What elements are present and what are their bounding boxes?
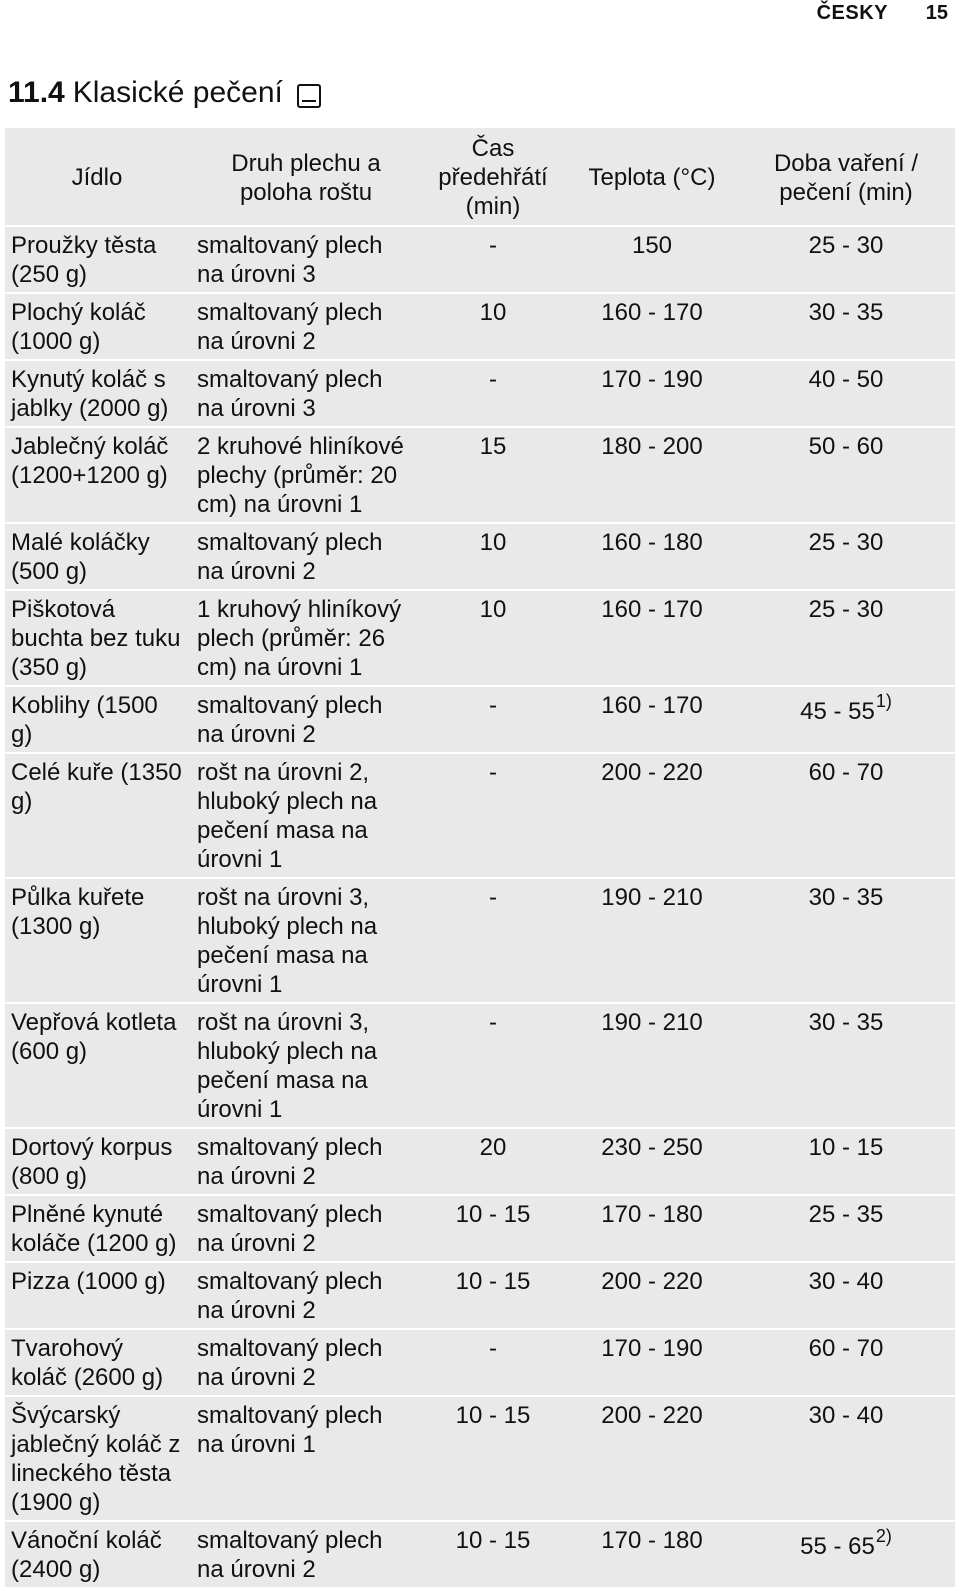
cell-time xyxy=(737,226,955,293)
cell-tray: smaltovaný plech na úrovni 2 xyxy=(197,299,383,355)
cell-food: Tvarohový koláč (2600 g) xyxy=(11,1335,164,1391)
time-value: 30 - 35 xyxy=(808,299,884,326)
cell-temperature: 160 - 170 xyxy=(601,596,703,623)
cell-time xyxy=(737,1128,955,1195)
cell-time xyxy=(737,1262,955,1329)
cell-tray: smaltovaný plech na úrovni 2 xyxy=(197,1527,383,1583)
cell-food: Pizza (1000 g) xyxy=(11,1268,166,1295)
time-value: 60 - 70 xyxy=(808,759,884,786)
cell-tray: rošt na úrovni 3, hluboký plech na pečení masa na úrovni 1 xyxy=(197,1009,378,1123)
table-row xyxy=(5,686,955,753)
cell-preheat: - xyxy=(489,232,497,259)
cell-time xyxy=(737,427,955,523)
cell-preheat: 10 xyxy=(479,299,507,326)
cell-temperature: 170 - 190 xyxy=(601,1335,703,1362)
cell-temperature: 230 - 250 xyxy=(601,1134,703,1161)
cell-food: Půlka kuřete (1300 g) xyxy=(11,884,145,940)
table-row xyxy=(5,1003,955,1128)
time-value: 30 - 35 xyxy=(808,1009,884,1036)
cell-tray: smaltovaný plech na úrovni 2 xyxy=(197,1134,383,1190)
cell-preheat: 10 - 15 xyxy=(455,1201,531,1228)
cell-preheat: 20 xyxy=(479,1134,507,1161)
table-row xyxy=(5,427,955,523)
cell-preheat: 10 xyxy=(479,529,507,556)
cell-temperature: 190 - 210 xyxy=(601,1009,703,1036)
table-row xyxy=(5,293,955,360)
cell-temperature: 170 - 190 xyxy=(601,366,703,393)
oven-top-bottom-heat-icon xyxy=(297,84,321,108)
cell-time xyxy=(737,1195,955,1262)
cell-preheat: 15 xyxy=(479,433,507,460)
table-header-row xyxy=(5,128,955,226)
cell-temperature: 180 - 200 xyxy=(601,433,703,460)
cell-food: Piškotová buchta bez tuku (350 g) xyxy=(11,596,181,681)
time-value: 25 - 30 xyxy=(808,232,884,259)
cell-preheat: - xyxy=(489,759,497,786)
time-value: 25 - 30 xyxy=(808,596,884,623)
cell-temperature: 160 - 180 xyxy=(601,529,703,556)
cell-time xyxy=(737,523,955,590)
cell-tray: 1 kruhový hliníkový plech (průměr: 26 cm) na úrovni 1 xyxy=(197,596,402,681)
cell-preheat: 10 - 15 xyxy=(455,1268,531,1295)
header-language: ČESKY xyxy=(816,2,888,24)
table-row xyxy=(5,590,955,686)
table-row xyxy=(5,1329,955,1396)
cell-temperature: 150 xyxy=(631,232,673,259)
cell-tray: smaltovaný plech na úrovni 2 xyxy=(197,692,383,748)
time-value: 45 - 55 xyxy=(800,698,875,725)
cell-preheat: - xyxy=(489,366,497,393)
cell-tray: smaltovaný plech na úrovni 3 xyxy=(197,366,383,422)
cell-temperature: 170 - 180 xyxy=(601,1201,703,1228)
time-value: 10 - 15 xyxy=(808,1134,884,1161)
cell-preheat: - xyxy=(489,1335,497,1362)
cell-tray: smaltovaný plech na úrovni 3 xyxy=(197,232,383,288)
cell-time xyxy=(737,1521,955,1587)
time-value: 25 - 35 xyxy=(808,1201,884,1228)
cell-food: Malé koláčky (500 g) xyxy=(11,529,150,585)
section-title-text: Klasické pečení xyxy=(72,76,283,109)
time-value: 55 - 65 xyxy=(800,1533,875,1560)
column-header-temperature: Teplota (°C) xyxy=(588,164,716,191)
cell-tray: 2 kruhové hliníkové plechy (průměr: 20 cm) na úrovni 1 xyxy=(197,433,404,518)
cell-preheat: 10 - 15 xyxy=(455,1527,531,1554)
cell-temperature: 200 - 220 xyxy=(601,759,703,786)
table-row xyxy=(5,360,955,427)
cell-tray: rošt na úrovni 3, hluboký plech na pečení masa na úrovni 1 xyxy=(197,884,378,998)
table-row xyxy=(5,1128,955,1195)
table-row xyxy=(5,878,955,1003)
page-header xyxy=(0,0,960,28)
cell-time xyxy=(737,1396,955,1521)
section-number: 11.4 xyxy=(8,76,65,109)
cell-temperature: 200 - 220 xyxy=(601,1402,703,1429)
time-value: 60 - 70 xyxy=(808,1335,884,1362)
table-row xyxy=(5,1396,955,1521)
cell-temperature: 190 - 210 xyxy=(601,884,703,911)
cell-temperature: 170 - 180 xyxy=(601,1527,703,1554)
section-title xyxy=(8,76,321,110)
cell-time xyxy=(737,293,955,360)
cell-tray: smaltovaný plech na úrovni 2 xyxy=(197,1201,383,1257)
cell-food: Dortový korpus (800 g) xyxy=(11,1134,173,1190)
cell-time xyxy=(737,878,955,1003)
cell-tray: smaltovaný plech na úrovni 2 xyxy=(197,529,383,585)
cell-food: Plochý koláč (1000 g) xyxy=(11,299,146,355)
footnote-marker: 2) xyxy=(875,1526,892,1546)
time-value: 30 - 40 xyxy=(808,1268,884,1295)
cell-time xyxy=(737,1003,955,1128)
footnote-marker: 1) xyxy=(875,691,892,711)
cell-preheat: 10 xyxy=(479,596,507,623)
table-row xyxy=(5,1262,955,1329)
cell-tray: smaltovaný plech na úrovni 2 xyxy=(197,1268,383,1324)
table-row xyxy=(5,523,955,590)
cell-food: Celé kuře (1350 g) xyxy=(11,759,182,815)
cell-preheat: - xyxy=(489,884,497,911)
cell-time xyxy=(737,360,955,427)
cell-food: Švýcarský jablečný koláč z lineckého těsta (1900 g) xyxy=(11,1402,181,1516)
page-number: 15 xyxy=(925,2,948,24)
cell-food: Vepřová kotleta (600 g) xyxy=(11,1009,177,1065)
cell-time xyxy=(737,1329,955,1396)
time-value: 30 - 35 xyxy=(808,884,884,911)
cell-food: Kynutý koláč s jablky (2000 g) xyxy=(11,366,169,422)
cell-food: Proužky těsta (250 g) xyxy=(11,232,157,288)
cell-preheat: - xyxy=(489,692,497,719)
column-header-food: Jídlo xyxy=(71,164,123,191)
time-value: 25 - 30 xyxy=(808,529,884,556)
cell-tray: smaltovaný plech na úrovni 1 xyxy=(197,1402,383,1458)
table-row xyxy=(5,226,955,293)
cell-temperature: 160 - 170 xyxy=(601,299,703,326)
cell-time xyxy=(737,590,955,686)
cell-food: Plněné kynuté koláče (1200 g) xyxy=(11,1201,177,1257)
cell-food: Vánoční koláč (2400 g) xyxy=(11,1527,162,1583)
time-value: 30 - 40 xyxy=(808,1402,884,1429)
column-header-tray: Druh plechu a poloha roštu xyxy=(231,149,381,206)
table-row xyxy=(5,1521,955,1587)
cell-food: Jablečný koláč (1200+1200 g) xyxy=(11,433,169,489)
column-header-preheat: Čas předehřátí (min) xyxy=(438,135,548,220)
cell-preheat: - xyxy=(489,1009,497,1036)
cell-tray: rošt na úrovni 2, hluboký plech na pečení masa na úrovni 1 xyxy=(197,759,378,873)
baking-table xyxy=(5,128,955,1587)
time-value: 40 - 50 xyxy=(808,366,884,393)
cell-temperature: 160 - 170 xyxy=(601,692,703,719)
table-row xyxy=(5,753,955,878)
cell-food: Koblihy (1500 g) xyxy=(11,692,158,748)
cell-time xyxy=(737,686,955,753)
cell-tray: smaltovaný plech na úrovni 2 xyxy=(197,1335,383,1391)
cell-time xyxy=(737,753,955,878)
table-row xyxy=(5,1195,955,1262)
cell-preheat: 10 - 15 xyxy=(455,1402,531,1429)
column-header-time: Doba vaření / pečení (min) xyxy=(773,149,919,206)
table-body xyxy=(5,226,955,1587)
cell-temperature: 200 - 220 xyxy=(601,1268,703,1295)
time-value: 50 - 60 xyxy=(808,433,884,460)
baking-table-container xyxy=(5,128,955,1587)
